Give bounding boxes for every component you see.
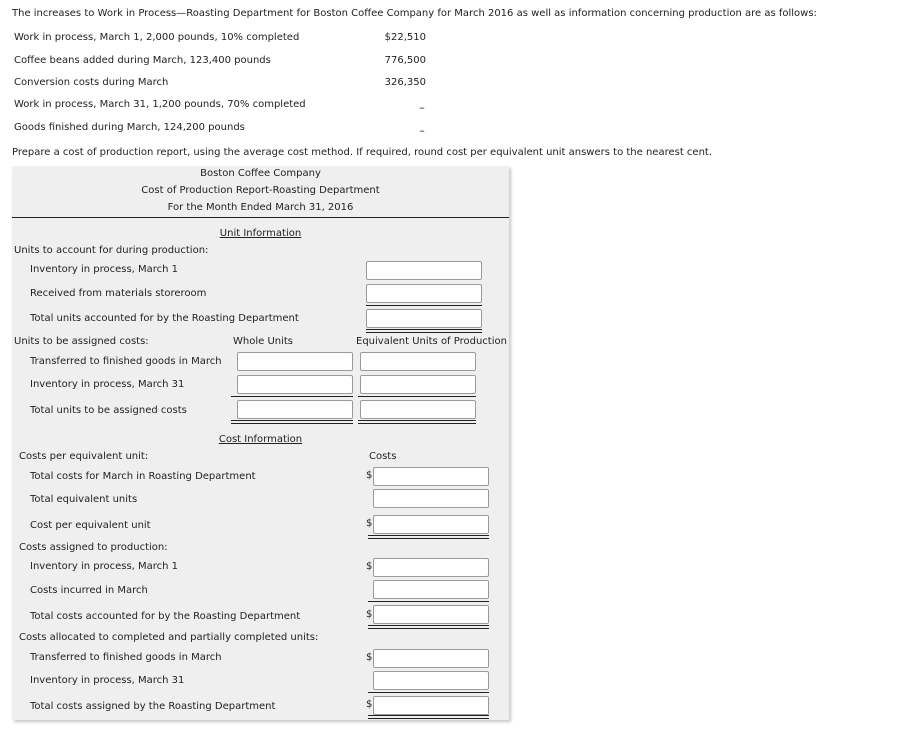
dollar-sign: $ (366, 561, 373, 572)
units-assigned-heading: Units to be assigned costs: (14, 336, 149, 347)
total-accounted-double-rule (366, 329, 482, 333)
whole-units-header: Whole Units (233, 336, 294, 347)
dollar-sign: $ (366, 699, 373, 710)
total-costs-accounted-double-rule (368, 625, 489, 629)
header-rule (12, 217, 509, 218)
alloc-transferred-input[interactable] (373, 649, 489, 668)
alloc-inv-march31-underline (368, 692, 489, 693)
info-label-coffee-beans: Coffee beans added during March, 123,400 pounds (14, 55, 271, 66)
instruction-text: Prepare a cost of production report, using the average cost method. If required, round cost per equivalent unit answers to the nearest cent. (12, 147, 713, 158)
info-label-goods-finished: Goods finished during March, 124,200 pounds (14, 122, 245, 133)
total-eu-label: Total equivalent units (30, 494, 138, 505)
total-costs-march-label: Total costs for March in Roasting Department (30, 471, 256, 482)
total-whole-double-rule (231, 420, 353, 424)
inv-march1-input[interactable] (366, 261, 482, 280)
total-accounted-label: Total units accounted for by the Roasting Department (30, 313, 299, 324)
costs-column-header: Costs (369, 451, 397, 462)
total-eu-cost-input[interactable] (373, 489, 489, 508)
received-underline (366, 305, 482, 306)
report-company: Boston Coffee Company (200, 168, 321, 179)
cost-info-heading: Cost Information (218, 434, 303, 445)
total-costs-assigned-double-rule (368, 715, 489, 719)
info-value-wip-march31: – (419, 101, 425, 114)
transferred-label: Transferred to finished goods in March (30, 356, 222, 367)
total-eu-input[interactable] (360, 400, 476, 419)
info-value-coffee-beans: 776,500 (384, 55, 426, 66)
dollar-sign: $ (366, 609, 373, 620)
inv31-eu-underline (358, 396, 476, 397)
received-input[interactable] (366, 284, 482, 303)
total-assigned-label: Total units to be assigned costs (30, 405, 187, 416)
cost-per-eu-input[interactable] (373, 515, 489, 534)
unit-info-heading: Unit Information (219, 228, 302, 239)
costs-incurred-underline (368, 601, 489, 602)
ca-inv-march1-input[interactable] (373, 558, 489, 577)
inv-march1-label: Inventory in process, March 1 (30, 264, 179, 275)
info-value-conversion: 326,350 (384, 77, 426, 88)
costs-allocated-heading: Costs allocated to completed and partially completed units: (19, 632, 319, 643)
inv-march31-label: Inventory in process, March 31 (30, 379, 185, 390)
total-costs-accounted-label: Total costs accounted for by the Roasting Department (30, 611, 301, 622)
total-costs-march-input[interactable] (373, 467, 489, 486)
info-value-goods-finished: – (419, 124, 425, 137)
transferred-whole-input[interactable] (237, 352, 353, 371)
received-label: Received from materials storeroom (30, 288, 207, 299)
total-accounted-input[interactable] (366, 309, 482, 328)
transferred-eu-input[interactable] (360, 352, 476, 371)
inv31-eu-input[interactable] (360, 375, 476, 394)
costs-assigned-heading: Costs assigned to production: (19, 542, 168, 553)
total-whole-input[interactable] (237, 400, 353, 419)
equiv-units-header: Equivalent Units of Production (356, 336, 507, 347)
total-costs-accounted-input[interactable] (373, 605, 489, 624)
units-to-account-heading: Units to account for during production: (14, 245, 209, 256)
alloc-inv-march31-input[interactable] (373, 671, 489, 690)
alloc-transferred-label: Transferred to finished goods in March (30, 652, 222, 663)
ca-inv-march1-label: Inventory in process, March 1 (30, 561, 179, 572)
inv31-whole-input[interactable] (237, 375, 353, 394)
info-value-wip-march1: $22,510 (384, 32, 426, 43)
dollar-sign: $ (366, 652, 373, 663)
dollar-sign: $ (366, 470, 373, 481)
info-label-wip-march31: Work in process, March 31, 1,200 pounds, 70% completed (14, 99, 306, 110)
info-label-wip-march1: Work in process, March 1, 2,000 pounds, 10% completed (14, 32, 300, 43)
report-title: Cost of Production Report-Roasting Department (141, 185, 380, 196)
inv31-whole-underline (231, 396, 353, 397)
info-label-conversion: Conversion costs during March (14, 77, 169, 88)
total-eu-double-rule (358, 420, 476, 424)
cost-per-eu-double-rule (368, 535, 489, 539)
total-costs-assigned-label: Total costs assigned by the Roasting Department (30, 701, 276, 712)
cost-of-production-report (12, 166, 509, 720)
costs-incurred-label: Costs incurred in March (30, 585, 148, 596)
report-period: For the Month Ended March 31, 2016 (167, 202, 354, 213)
costs-incurred-input[interactable] (373, 580, 489, 599)
total-costs-assigned-input[interactable] (373, 696, 489, 715)
costs-per-eu-heading: Costs per equivalent unit: (19, 451, 149, 462)
alloc-inv-march31-label: Inventory in process, March 31 (30, 675, 185, 686)
dollar-sign: $ (366, 518, 373, 529)
cost-per-eu-label: Cost per equivalent unit (30, 520, 151, 531)
intro-text: The increases to Work in Process—Roasting Department for Boston Coffee Company for March 2016 as well as information concerning production are as follows: (12, 8, 817, 19)
